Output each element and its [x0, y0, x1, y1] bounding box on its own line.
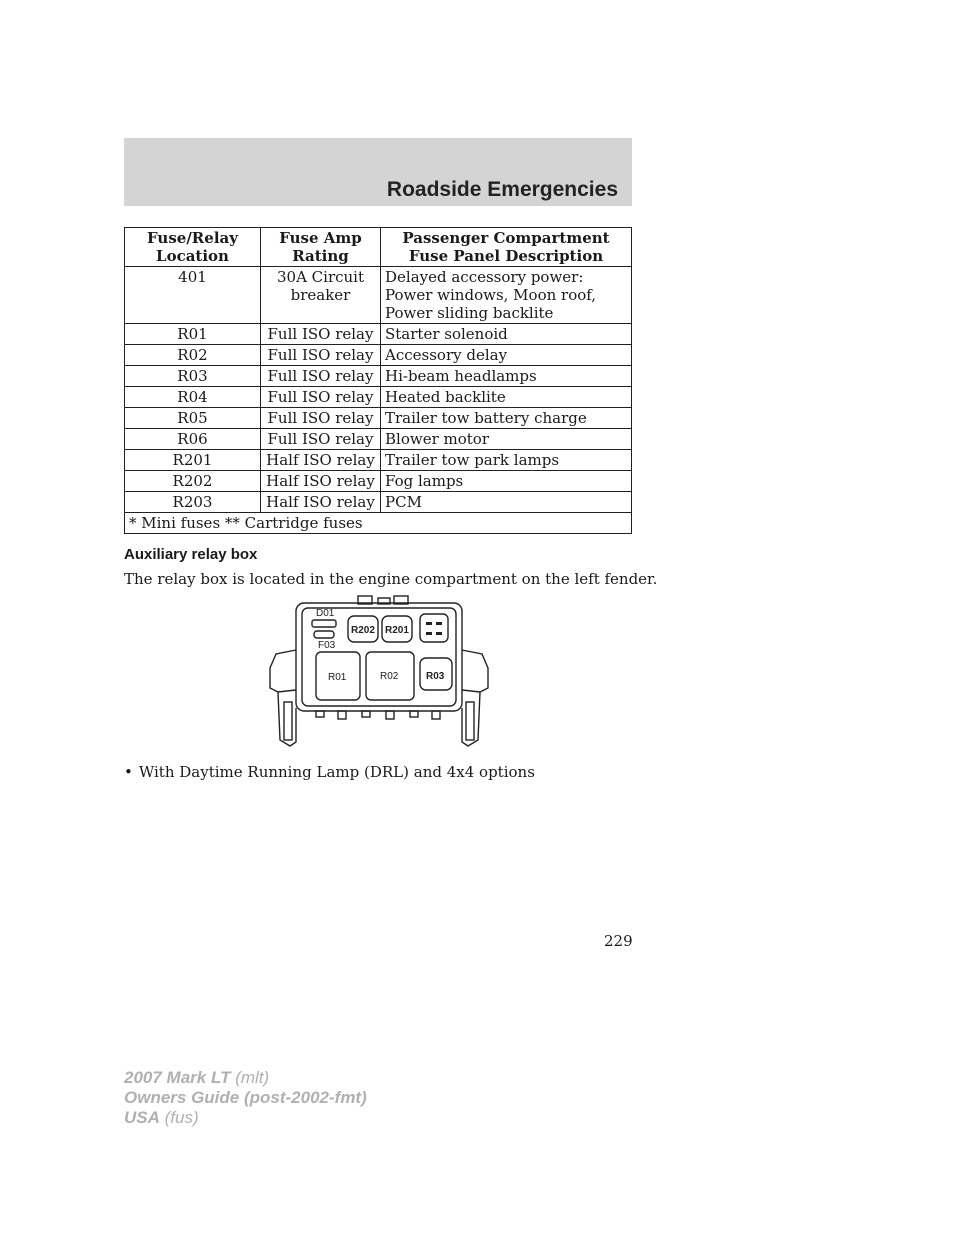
relay-box-body	[296, 603, 462, 711]
footer-market: USA	[124, 1108, 160, 1127]
cell-description: Hi-beam headlamps	[381, 366, 632, 387]
bottom-tooth	[410, 711, 418, 717]
footer-line-3	[124, 1108, 367, 1128]
footer-model-code: (mlt)	[230, 1068, 270, 1087]
cell-rating: Full ISO relay	[261, 429, 381, 450]
cell-location: R01	[125, 324, 261, 345]
table-row	[125, 492, 632, 513]
label-d01: D01	[316, 608, 335, 619]
spare-pin	[436, 632, 442, 635]
cell-rating: Full ISO relay	[261, 387, 381, 408]
cell-location: R201	[125, 450, 261, 471]
column-header-rating: Fuse Amp Rating	[261, 228, 381, 267]
fuse-relay-table	[124, 227, 632, 534]
fuse-f03	[314, 631, 334, 638]
cell-description: Trailer tow park lamps	[381, 450, 632, 471]
relay-spare	[420, 614, 448, 642]
table-row	[125, 324, 632, 345]
table-row	[125, 345, 632, 366]
footer-line-1	[124, 1068, 367, 1088]
cell-description: Trailer tow battery charge	[381, 408, 632, 429]
cell-description: Starter solenoid	[381, 324, 632, 345]
bottom-tooth	[338, 711, 346, 719]
spare-pin	[426, 632, 432, 635]
cell-rating: Full ISO relay	[261, 366, 381, 387]
table-row	[125, 450, 632, 471]
bottom-tooth	[386, 711, 394, 719]
left-leg-slot	[284, 702, 292, 740]
right-bracket	[462, 650, 488, 692]
cell-rating: Half ISO relay	[261, 450, 381, 471]
cell-rating: Full ISO relay	[261, 345, 381, 366]
bottom-tooth	[362, 711, 370, 717]
right-leg	[462, 692, 480, 746]
cell-rating: 30A Circuit breaker	[261, 267, 381, 324]
table-row	[125, 408, 632, 429]
footer-market-code: (fus)	[159, 1108, 199, 1127]
cell-location: R202	[125, 471, 261, 492]
cell-rating: Half ISO relay	[261, 492, 381, 513]
cell-description: Heated backlite	[381, 387, 632, 408]
cell-description: PCM	[381, 492, 632, 513]
section-paragraph: The relay box is located in the engine compartment on the left fender.	[124, 570, 658, 588]
bottom-tooth	[316, 711, 324, 717]
bullet-text: With Daytime Running Lamp (DRL) and 4x4 options	[138, 763, 535, 781]
cell-rating: Full ISO relay	[261, 324, 381, 345]
document-footer	[124, 1068, 367, 1128]
left-bracket	[270, 650, 296, 692]
column-header-location: Fuse/Relay Location	[125, 228, 261, 267]
table-row	[125, 429, 632, 450]
cell-location: R203	[125, 492, 261, 513]
bottom-tooth	[432, 711, 440, 719]
section-title: Roadside Emergencies	[386, 178, 618, 201]
page-number: 229	[604, 932, 633, 950]
cell-location: R06	[125, 429, 261, 450]
table-row	[125, 387, 632, 408]
label-r202: R202	[351, 625, 375, 636]
cell-description: Fog lamps	[381, 471, 632, 492]
cell-description: Accessory delay	[381, 345, 632, 366]
table-header-row	[125, 228, 632, 267]
table-footnote: * Mini fuses ** Cartridge fuses	[125, 513, 632, 534]
cell-location: R03	[125, 366, 261, 387]
footer-line-2	[124, 1088, 367, 1108]
label-r02: R02	[380, 671, 399, 682]
cell-location: 401	[125, 267, 261, 324]
cell-rating: Full ISO relay	[261, 408, 381, 429]
fuse-d01	[312, 620, 336, 627]
relay-box-diagram	[266, 590, 496, 750]
bullet-symbol: •	[124, 763, 133, 781]
section-heading: Auxiliary relay box	[124, 546, 258, 563]
table-row	[125, 267, 632, 324]
cell-description: Delayed accessory power: Power windows, Moon roof, Power sliding backlite	[381, 267, 632, 324]
label-f03: F03	[318, 640, 336, 651]
cell-rating: Half ISO relay	[261, 471, 381, 492]
section-header-band	[124, 138, 632, 206]
label-r03: R03	[426, 671, 445, 682]
label-r201: R201	[385, 625, 409, 636]
right-leg-slot	[466, 702, 474, 740]
table-row	[125, 471, 632, 492]
cell-location: R05	[125, 408, 261, 429]
footer-model: 2007 Mark LT	[124, 1068, 231, 1087]
cell-description: Blower motor	[381, 429, 632, 450]
cell-location: R04	[125, 387, 261, 408]
column-header-description: Passenger Compartment Fuse Panel Description	[381, 228, 632, 267]
relay-box-inner	[302, 608, 456, 706]
left-leg	[278, 692, 296, 746]
label-r01: R01	[328, 672, 347, 683]
table-row	[125, 366, 632, 387]
spare-pin	[436, 622, 442, 625]
cell-location: R02	[125, 345, 261, 366]
bullet-item	[124, 763, 535, 781]
footer-guide: Owners Guide (post-2002-fmt)	[124, 1088, 367, 1107]
spare-pin	[426, 622, 432, 625]
table-footnote-row	[125, 513, 632, 534]
